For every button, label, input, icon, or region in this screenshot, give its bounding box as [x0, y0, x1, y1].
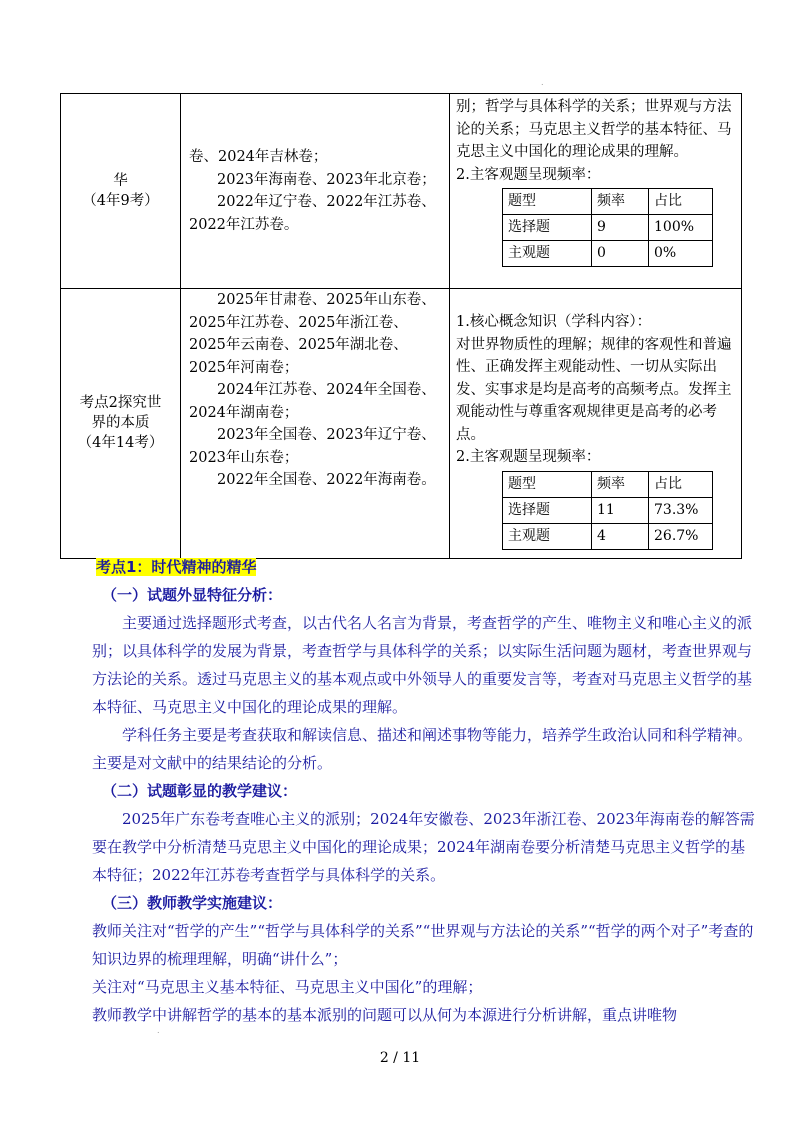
paragraph: 2025年广东卷考查唯心主义的派别；2024年安徽卷、2023年浙江卷、2023年海南卷的解答需要在教学中分析清楚马克思主义中国化的理论成果；2024年湖南卷要分析清楚马克思主义哲学的基本特征；2022年江苏卷考查哲学与具体科学的关系。 [92, 810, 755, 884]
freq-cell: 73.3% [649, 497, 713, 523]
freq-row [503, 523, 713, 549]
freq-header: 题型 [503, 189, 592, 215]
freq-header-row [503, 471, 713, 497]
section-title: （三）教师教学实施建议： [102, 894, 283, 912]
concept-heading: 1.核心概念知识（学科内容）： [456, 314, 652, 330]
freq-cell: 11 [592, 497, 649, 523]
point-title: 考点1：时代精神的精华 [96, 558, 257, 576]
freq-row [503, 215, 713, 241]
freq-cell: 主观题 [503, 523, 592, 549]
concept-text: 对世界物质性的理解；规律的客观性和普遍性、正确发挥主观能动性、一切从实际出发、实事求是均是高考的高频考点。发挥主观能动性与尊重客观规律更是高考的必考点。 [456, 336, 732, 443]
freq-row [503, 497, 713, 523]
freq-cell: 100% [649, 215, 713, 241]
papers-line: 2022年辽宁卷、2022年江苏卷、2022年江苏卷。 [189, 194, 436, 233]
body-text [92, 553, 756, 1029]
papers-line: 2023年全国卷、2023年辽宁卷、2023年山东卷； [189, 427, 436, 466]
analysis-cell [450, 289, 742, 559]
exam-table [60, 93, 742, 559]
topic-line: （4年14考） [77, 435, 164, 452]
section-title: （二）试题彰显的教学建议： [102, 782, 298, 800]
freq-header: 占比 [649, 189, 713, 215]
papers-cell [181, 94, 450, 289]
freq-row [503, 241, 713, 267]
analysis-cell [450, 94, 742, 289]
paragraph: 教师关注对“哲学的产生”“哲学与具体科学的关系”“世界观与方法论的关系”“哲学的两个对子”考查的知识边界的梳理理解，明确“讲什么”； [92, 922, 754, 968]
table-row [61, 289, 742, 559]
table-row [61, 94, 742, 289]
section-title: （一）试题外显特征分析： [102, 586, 283, 604]
freq-table [502, 188, 713, 267]
papers-cell [181, 289, 450, 559]
freq-cell: 26.7% [649, 523, 713, 549]
topic-line: （4年9考） [82, 193, 159, 209]
freq-table [502, 471, 713, 550]
freq-header: 题型 [503, 471, 592, 497]
topic-line: 华 [113, 173, 128, 189]
analysis-text: 别；哲学与具体科学的关系；世界观与方法论的关系；马克思主义哲学的基本特征、马克思主义中国化的理论成果的理解。 [456, 99, 732, 160]
freq-cell: 主观题 [503, 241, 592, 267]
freq-header: 占比 [649, 471, 713, 497]
freq-cell: 9 [592, 215, 649, 241]
papers-line: 2024年江苏卷、2024年全国卷、2024年湖南卷； [189, 382, 436, 421]
freq-cell: 选择题 [503, 215, 592, 241]
freq-heading: 2.主客观题呈现频率： [456, 166, 601, 183]
freq-cell: 0 [592, 241, 649, 267]
freq-cell: 选择题 [503, 497, 592, 523]
page-number: 2 / 11 [379, 1050, 421, 1066]
freq-header: 频率 [592, 471, 649, 497]
freq-cell: 4 [592, 523, 649, 549]
paragraph: 关注对“马克思主义基本特征、马克思主义中国化”的理解； [92, 978, 483, 996]
papers-line: 卷、2024年吉林卷； [189, 149, 328, 165]
topic-cell [61, 94, 181, 289]
freq-header-row [503, 189, 713, 215]
freq-cell: 0% [649, 241, 713, 267]
papers-line: 2025年甘肃卷、2025年山东卷、2025年江苏卷、2025年浙江卷、2025年云南卷、2025年湖北卷、 [189, 292, 436, 353]
paragraph: 主要通过选择题形式考查，以古代名人名言为背景，考查哲学的产生、唯物主义和唯心主义的派别；以具体科学的发展为背景，考查哲学与具体科学的关系；以实际生活问题为题材，考查世界观与方法论的关系。透过马克思主义的基本观点或中外领导人的重要发言等，考查对马克思主义哲学的基本特征、马克思主义中国化的理论成果的理解。 [92, 614, 753, 716]
page-mark: . [541, 78, 544, 87]
topic-line: 考点2探究世 [79, 395, 162, 412]
papers-line: 2022年全国卷、2022年海南卷。 [217, 472, 436, 488]
papers-line: 2023年海南卷、2023年北京卷； [217, 171, 436, 188]
topic-cell [61, 289, 181, 559]
papers-line: 2025年河南卷； [189, 359, 299, 376]
freq-heading: 2.主客观题呈现频率： [456, 449, 601, 465]
freq-header: 频率 [592, 189, 649, 215]
paragraph: 教师教学中讲解哲学的基本的基本派别的问题可以从何为本源进行分析讲解，重点讲唯物 [92, 1006, 678, 1024]
topic-line: 界的本质 [91, 415, 150, 432]
paragraph: 学科任务主要是考查获取和解读信息、描述和阐述事物等能力，培养学生政治认同和科学精神。主要是对文献中的结果结论的分析。 [92, 726, 753, 772]
page-mark: . [157, 1026, 160, 1035]
